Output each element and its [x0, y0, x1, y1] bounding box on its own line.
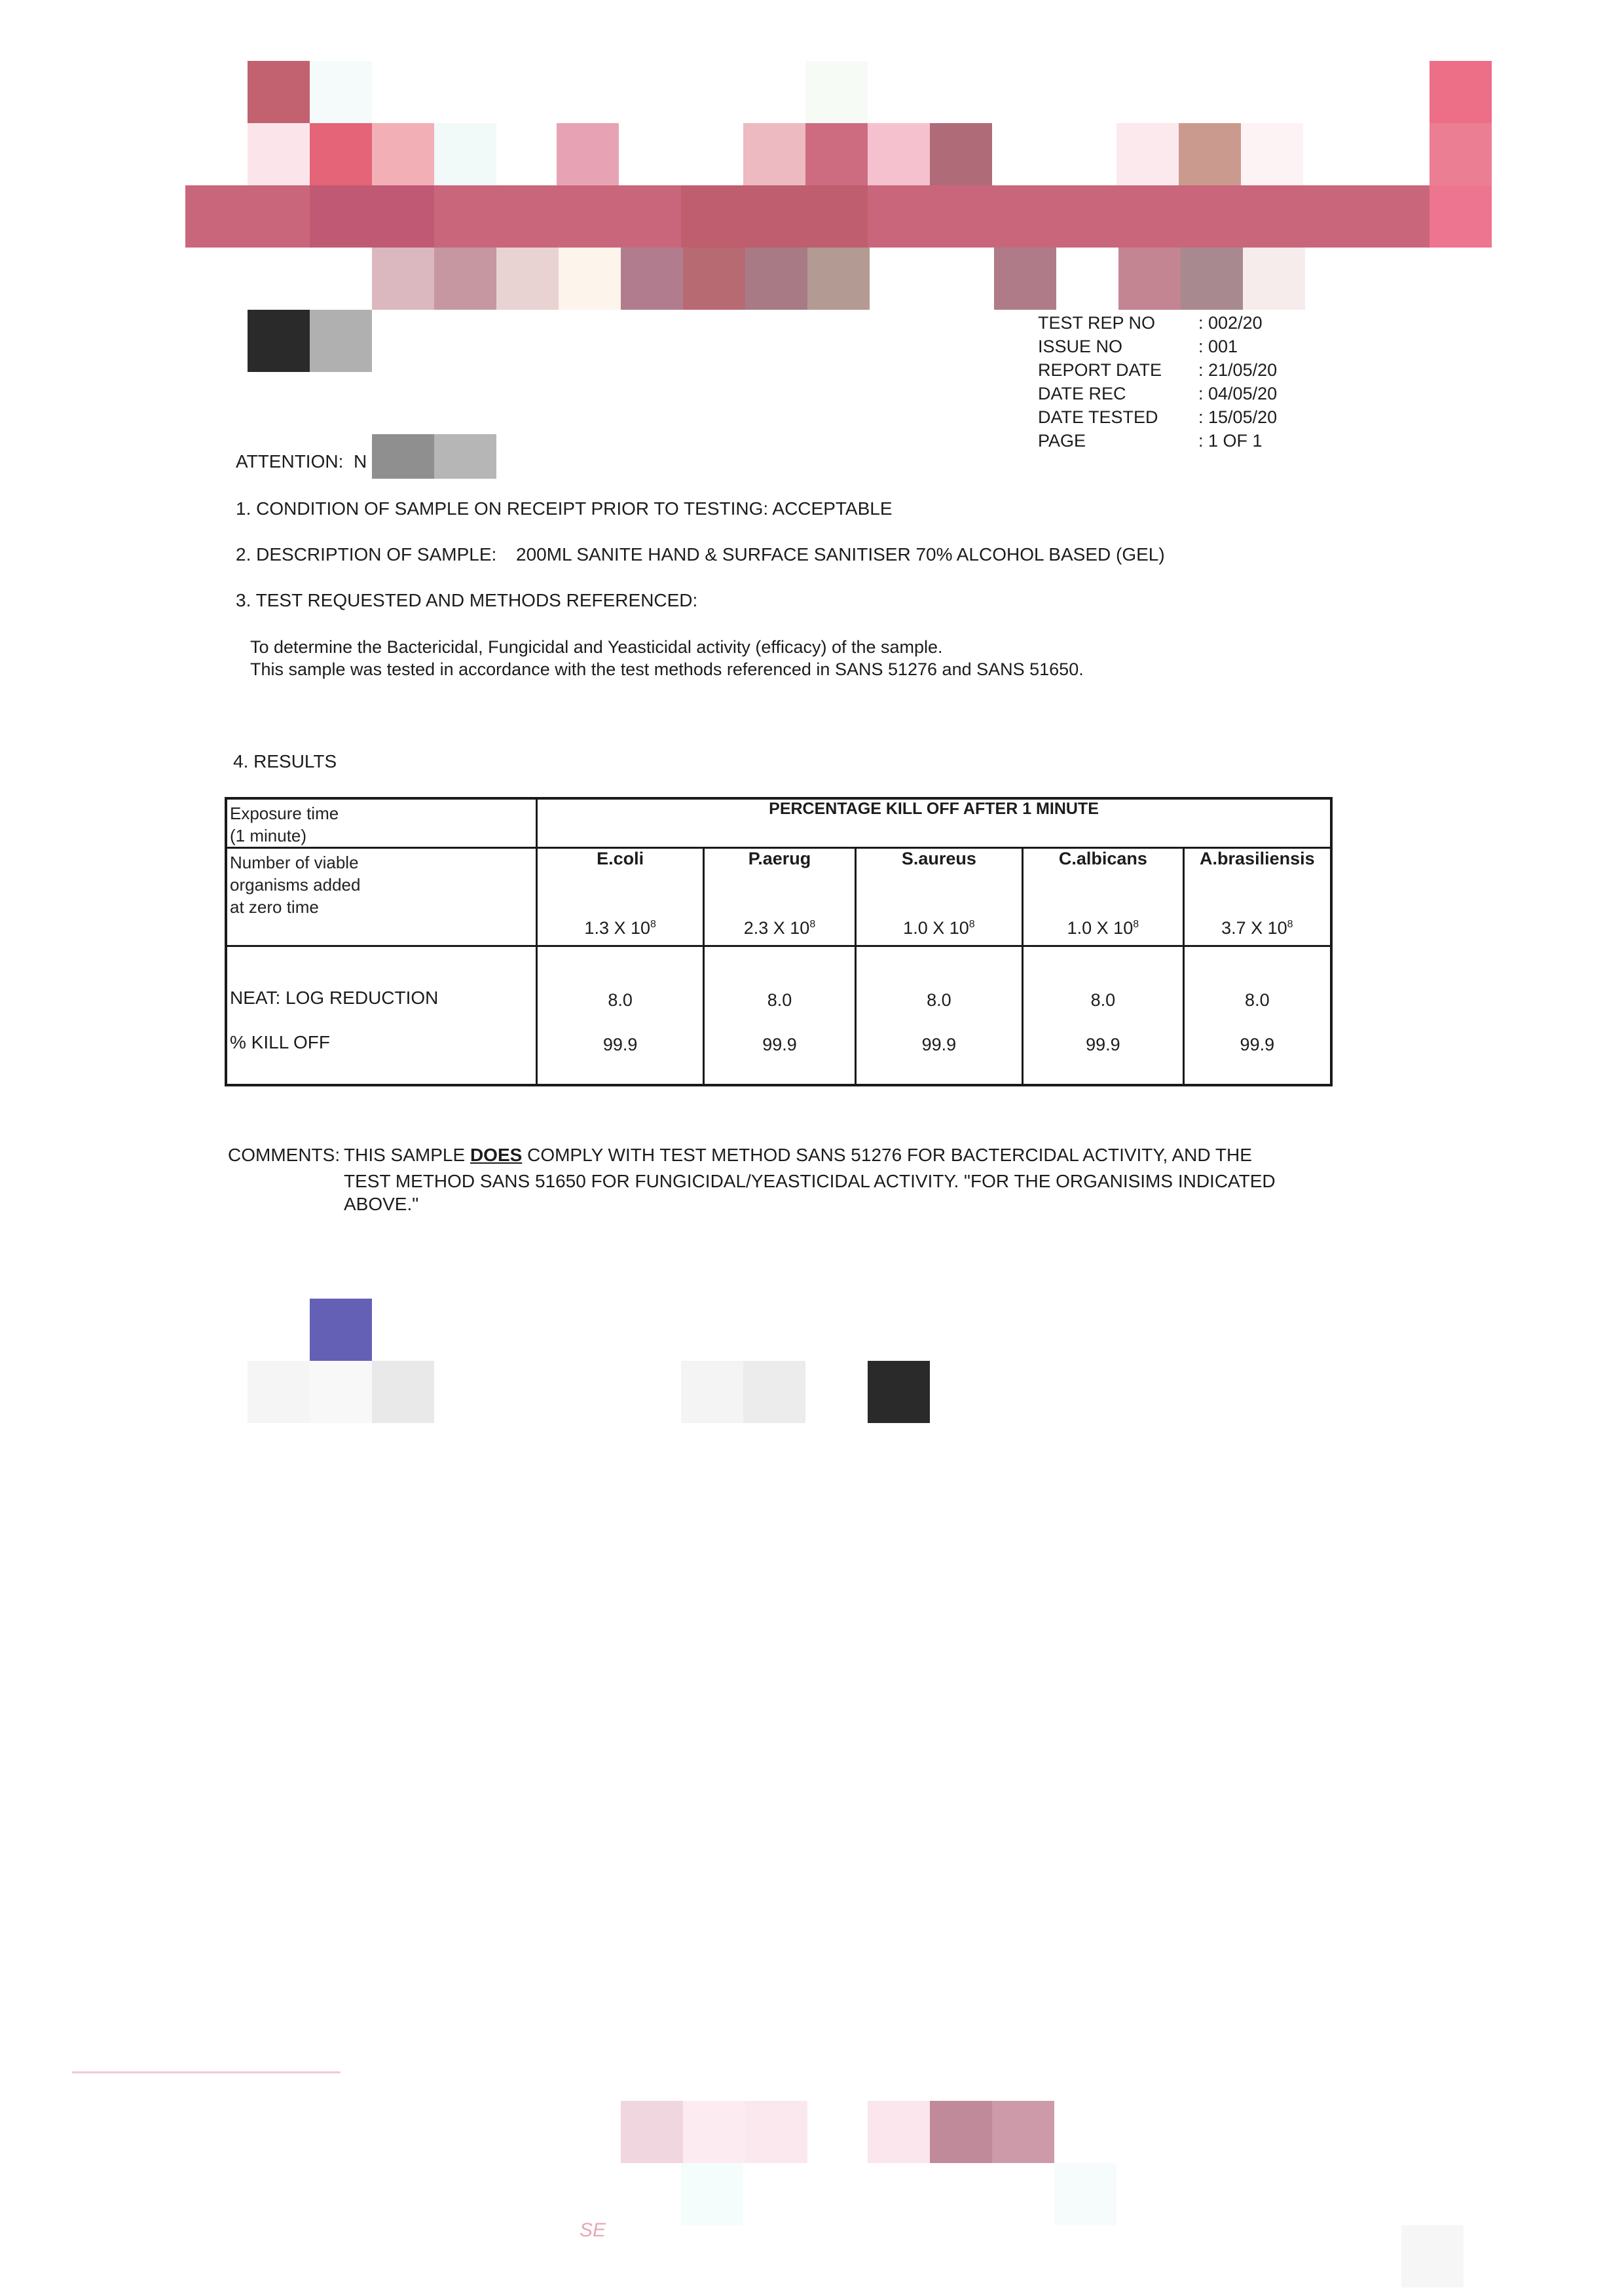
kill-value: 99.9 — [602, 1035, 638, 1054]
meta-value: : 002/20 — [1198, 313, 1263, 333]
meta-value: : 21/05/20 — [1198, 360, 1277, 380]
meta-label: ISSUE NO — [1038, 337, 1123, 356]
meta-label: DATE REC — [1038, 384, 1126, 403]
section-condition: 1. CONDITION OF SAMPLE ON RECEIPT PRIOR TO TESTING: ACCEPTABLE — [236, 498, 893, 519]
organism-cell — [1183, 848, 1331, 946]
comments-text: COMPLY WITH TEST METHOD SANS 51276 FOR BACTERCIDAL ACTIVITY, AND THE — [527, 1145, 1252, 1165]
kill-value: 99.9 — [1240, 1035, 1275, 1054]
attention-label: ATTENTION: — [236, 451, 344, 472]
results-cell — [855, 946, 1022, 1085]
organisms-label: organisms added — [230, 875, 361, 895]
organism-cell — [855, 848, 1022, 946]
kill-value: 99.9 — [921, 1035, 957, 1054]
results-cell — [537, 946, 704, 1085]
kill-value: 99.9 — [1086, 1035, 1120, 1054]
exposure-label: Exposure time — [230, 804, 339, 823]
results-cell — [1183, 946, 1331, 1085]
organism-name: A.brasiliensis — [1200, 849, 1315, 868]
comments-line-1 — [344, 1143, 1252, 1168]
organism-name: E.coli — [597, 849, 644, 868]
organisms-label: Number of viable — [230, 853, 359, 872]
attention-partial: N — [354, 451, 367, 472]
kill-value: 99.9 — [762, 1035, 797, 1054]
organism-cell — [537, 848, 704, 946]
log-value: 8.0 — [1245, 990, 1270, 1010]
organism-count: 1.0 X $10^8$ — [903, 918, 975, 938]
meta-label: DATE TESTED — [1038, 407, 1158, 427]
exposure-label-cell — [226, 798, 537, 848]
log-value: 8.0 — [608, 990, 633, 1010]
comments-line-3: ABOVE." — [344, 1194, 419, 1214]
log-value: 8.0 — [927, 990, 951, 1010]
log-value: 8.0 — [1090, 990, 1116, 1010]
meta-label: REPORT DATE — [1038, 360, 1162, 380]
meta-value: : 1 OF 1 — [1198, 431, 1263, 451]
meta-value: : 001 — [1198, 337, 1238, 357]
row-label-kill: % KILL OFF — [230, 1032, 331, 1052]
test-description-line: This sample was tested in accordance with the test methods referenced in SANS 51276 and SANS 51650. — [250, 659, 1084, 679]
table-header: PERCENTAGE KILL OFF AFTER 1 MINUTE — [537, 798, 1331, 848]
meta-value: : 15/05/20 — [1198, 407, 1277, 428]
results-table — [225, 797, 1333, 1086]
log-value: 8.0 — [767, 990, 792, 1010]
comments-text: THIS SAMPLE — [344, 1145, 466, 1165]
meta-value: : 04/05/20 — [1198, 384, 1277, 404]
comments-label: COMMENTS: — [228, 1145, 341, 1165]
organism-name: C.albicans — [1058, 849, 1147, 868]
results-label-cell — [226, 946, 537, 1085]
meta-label: PAGE — [1038, 431, 1086, 451]
organism-name: P.aerug — [748, 849, 811, 868]
organism-count: 1.0 X $10^8$ — [1067, 918, 1139, 938]
section-description-value: 200ML SANITE HAND & SURFACE SANITISER 70% ALCOHOL BASED (GEL) — [516, 544, 1165, 565]
organism-count: 1.3 X $10^8$ — [584, 918, 656, 938]
comments-emphasis: DOES — [470, 1145, 523, 1165]
section-test-requested: 3. TEST REQUESTED AND METHODS REFERENCED: — [236, 590, 698, 610]
exposure-label: (1 minute) — [230, 826, 307, 845]
organism-name: S.aureus — [901, 849, 976, 868]
section-results: 4. RESULTS — [233, 751, 337, 771]
organisms-label: at zero time — [230, 897, 319, 917]
row-label-log: NEAT: LOG REDUCTION — [230, 988, 439, 1008]
organism-cell — [704, 848, 855, 946]
organism-count: 2.3 X $10^8$ — [743, 918, 816, 938]
footer-partial-text: SE — [580, 2219, 606, 2241]
results-cell — [1023, 946, 1184, 1085]
organisms-label-cell — [226, 848, 537, 946]
test-description-line: To determine the Bactericidal, Fungicidal and Yeasticidal activity (efficacy) of the sample. — [250, 637, 943, 657]
organism-count: 3.7 X $10^8$ — [1221, 918, 1293, 938]
comments-line-2: TEST METHOD SANS 51650 FOR FUNGICIDAL/YEASTICIDAL ACTIVITY. "FOR THE ORGANISIMS INDICATED — [344, 1171, 1276, 1191]
results-cell — [704, 946, 855, 1085]
meta-label: TEST REP NO — [1038, 313, 1156, 333]
organism-cell — [1023, 848, 1184, 946]
section-description-label: 2. DESCRIPTION OF SAMPLE: — [236, 544, 497, 565]
